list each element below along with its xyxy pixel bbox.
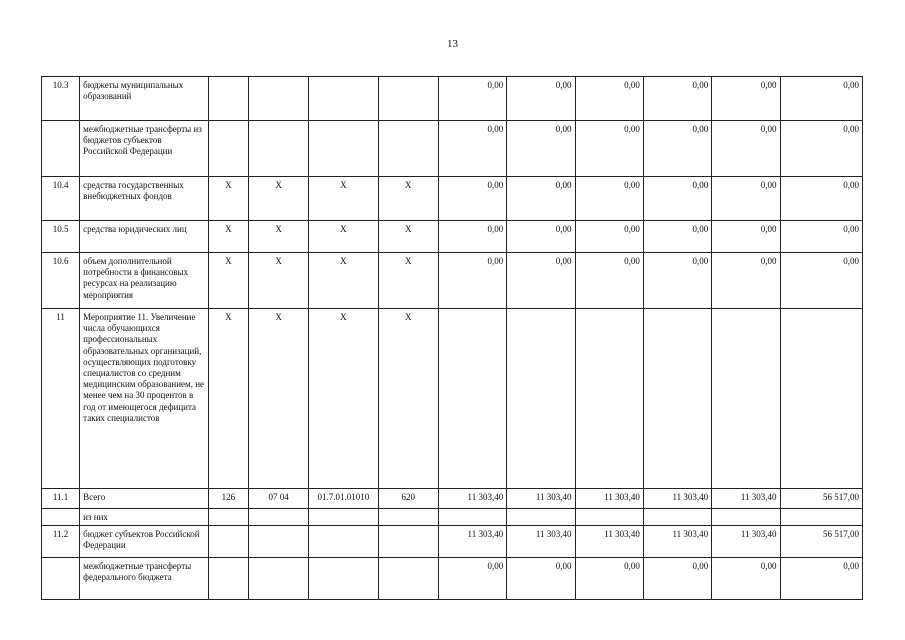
value-cell: 11 303,40 <box>712 526 780 558</box>
table-row <box>42 177 863 221</box>
value-cell <box>780 509 862 526</box>
row-label-cell: Всего <box>80 489 209 509</box>
value-cell: 0,00 <box>507 121 575 177</box>
code-cell: 07 04 <box>248 489 308 509</box>
value-cell: 0,00 <box>712 77 780 121</box>
value-cell: 0,00 <box>712 221 780 253</box>
value-cell: 0,00 <box>780 77 862 121</box>
row-label-cell: бюджеты муниципальных образований <box>80 77 209 121</box>
value-cell: 11 303,40 <box>438 526 506 558</box>
code-cell: 620 <box>378 489 438 509</box>
value-cell <box>712 509 780 526</box>
code-cell: X <box>309 177 378 221</box>
value-cell: 0,00 <box>438 77 506 121</box>
row-number-cell: 10.6 <box>42 253 80 309</box>
value-cell: 0,00 <box>643 77 711 121</box>
value-cell: 0,00 <box>780 253 862 309</box>
table-row <box>42 121 863 177</box>
value-cell: 11 303,40 <box>507 489 575 509</box>
row-number-cell: 10.4 <box>42 177 80 221</box>
value-cell: 0,00 <box>643 558 711 600</box>
value-cell <box>643 509 711 526</box>
value-cell <box>712 309 780 489</box>
value-cell <box>643 309 711 489</box>
value-cell: 0,00 <box>507 77 575 121</box>
table-row <box>42 253 863 309</box>
code-cell <box>248 121 308 177</box>
code-cell: X <box>248 177 308 221</box>
code-cell <box>248 526 308 558</box>
value-cell: 11 303,40 <box>507 526 575 558</box>
row-number-cell <box>42 558 80 600</box>
value-cell: 0,00 <box>507 221 575 253</box>
code-cell <box>378 77 438 121</box>
code-cell <box>309 121 378 177</box>
value-cell <box>575 309 643 489</box>
code-cell: X <box>378 309 438 489</box>
code-cell: X <box>248 309 308 489</box>
value-cell: 0,00 <box>438 253 506 309</box>
value-cell: 11 303,40 <box>643 489 711 509</box>
value-cell <box>438 509 506 526</box>
value-cell: 0,00 <box>575 221 643 253</box>
code-cell: X <box>248 221 308 253</box>
code-cell: X <box>378 253 438 309</box>
code-cell: X <box>248 253 308 309</box>
value-cell: 0,00 <box>780 177 862 221</box>
row-label-cell: объем дополнительной потребности в финансовых ресурсах на реализацию мероприятия <box>80 253 209 309</box>
code-cell: X <box>378 221 438 253</box>
code-cell <box>208 526 248 558</box>
value-cell: 0,00 <box>780 221 862 253</box>
row-number-cell: 10.5 <box>42 221 80 253</box>
value-cell: 0,00 <box>712 558 780 600</box>
row-number-cell: 10.3 <box>42 77 80 121</box>
code-cell: X <box>309 309 378 489</box>
code-cell <box>208 121 248 177</box>
table-row <box>42 558 863 600</box>
value-cell: 0,00 <box>575 558 643 600</box>
value-cell: 11 303,40 <box>438 489 506 509</box>
code-cell <box>248 558 308 600</box>
value-cell: 0,00 <box>438 177 506 221</box>
row-number-cell: 11.2 <box>42 526 80 558</box>
code-cell: 01.7.01.01010 <box>309 489 378 509</box>
value-cell: 0,00 <box>643 177 711 221</box>
value-cell: 0,00 <box>643 221 711 253</box>
value-cell: 0,00 <box>507 558 575 600</box>
code-cell <box>309 509 378 526</box>
value-cell: 0,00 <box>438 558 506 600</box>
code-cell <box>208 509 248 526</box>
value-cell: 11 303,40 <box>575 526 643 558</box>
code-cell <box>309 558 378 600</box>
value-cell: 0,00 <box>780 121 862 177</box>
code-cell: 126 <box>208 489 248 509</box>
value-cell: 0,00 <box>643 253 711 309</box>
value-cell: 11 303,40 <box>575 489 643 509</box>
row-label-cell: бюджет субъектов Российской Федерации <box>80 526 209 558</box>
value-cell <box>507 509 575 526</box>
row-label-cell: межбюджетные трансферты федерального бюджета <box>80 558 209 600</box>
code-cell <box>208 77 248 121</box>
code-cell <box>309 526 378 558</box>
table-row <box>42 309 863 489</box>
value-cell: 0,00 <box>643 121 711 177</box>
row-label-cell: средства государственных внебюджетных фондов <box>80 177 209 221</box>
code-cell <box>248 77 308 121</box>
value-cell: 11 303,40 <box>643 526 711 558</box>
row-number-cell: 11.1 <box>42 489 80 509</box>
code-cell: X <box>208 177 248 221</box>
value-cell: 0,00 <box>438 121 506 177</box>
code-cell <box>248 509 308 526</box>
row-number-cell: 11 <box>42 309 80 489</box>
value-cell: 0,00 <box>712 177 780 221</box>
code-cell <box>378 526 438 558</box>
budget-table <box>41 76 863 600</box>
row-label-cell: межбюджетные трансферты из бюджетов субъектов Российской Федерации <box>80 121 209 177</box>
value-cell <box>438 309 506 489</box>
table-row <box>42 489 863 509</box>
value-cell: 0,00 <box>575 253 643 309</box>
code-cell <box>309 77 378 121</box>
code-cell: X <box>378 177 438 221</box>
code-cell <box>378 121 438 177</box>
value-cell: 0,00 <box>712 253 780 309</box>
value-cell <box>780 309 862 489</box>
value-cell: 0,00 <box>712 121 780 177</box>
value-cell: 0,00 <box>438 221 506 253</box>
value-cell <box>575 509 643 526</box>
row-number-cell <box>42 509 80 526</box>
row-label-cell: из них <box>80 509 209 526</box>
value-cell: 0,00 <box>575 177 643 221</box>
code-cell: X <box>208 221 248 253</box>
value-cell <box>507 309 575 489</box>
table-row <box>42 221 863 253</box>
page-number: 13 <box>447 38 458 50</box>
table-row <box>42 526 863 558</box>
code-cell <box>208 558 248 600</box>
value-cell: 0,00 <box>780 558 862 600</box>
value-cell: 0,00 <box>507 253 575 309</box>
row-label-cell: средства юридических лиц <box>80 221 209 253</box>
code-cell: X <box>309 221 378 253</box>
code-cell: X <box>208 309 248 489</box>
row-number-cell <box>42 121 80 177</box>
value-cell: 11 303,40 <box>712 489 780 509</box>
value-cell: 56 517,00 <box>780 526 862 558</box>
value-cell: 56 517,00 <box>780 489 862 509</box>
table-row <box>42 509 863 526</box>
table-row <box>42 77 863 121</box>
value-cell: 0,00 <box>507 177 575 221</box>
value-cell: 0,00 <box>575 121 643 177</box>
code-cell <box>378 558 438 600</box>
row-label-cell: Мероприятие 11. Увеличение числа обучающихся профессиональных образовательных организаций, осуществляющих подготовку специалистов со средним медицинским образованием, не менее чем на 30 процентов в год от имеющегося дефицита таких специалистов <box>80 309 209 489</box>
value-cell: 0,00 <box>575 77 643 121</box>
code-cell <box>378 509 438 526</box>
code-cell: X <box>309 253 378 309</box>
code-cell: X <box>208 253 248 309</box>
